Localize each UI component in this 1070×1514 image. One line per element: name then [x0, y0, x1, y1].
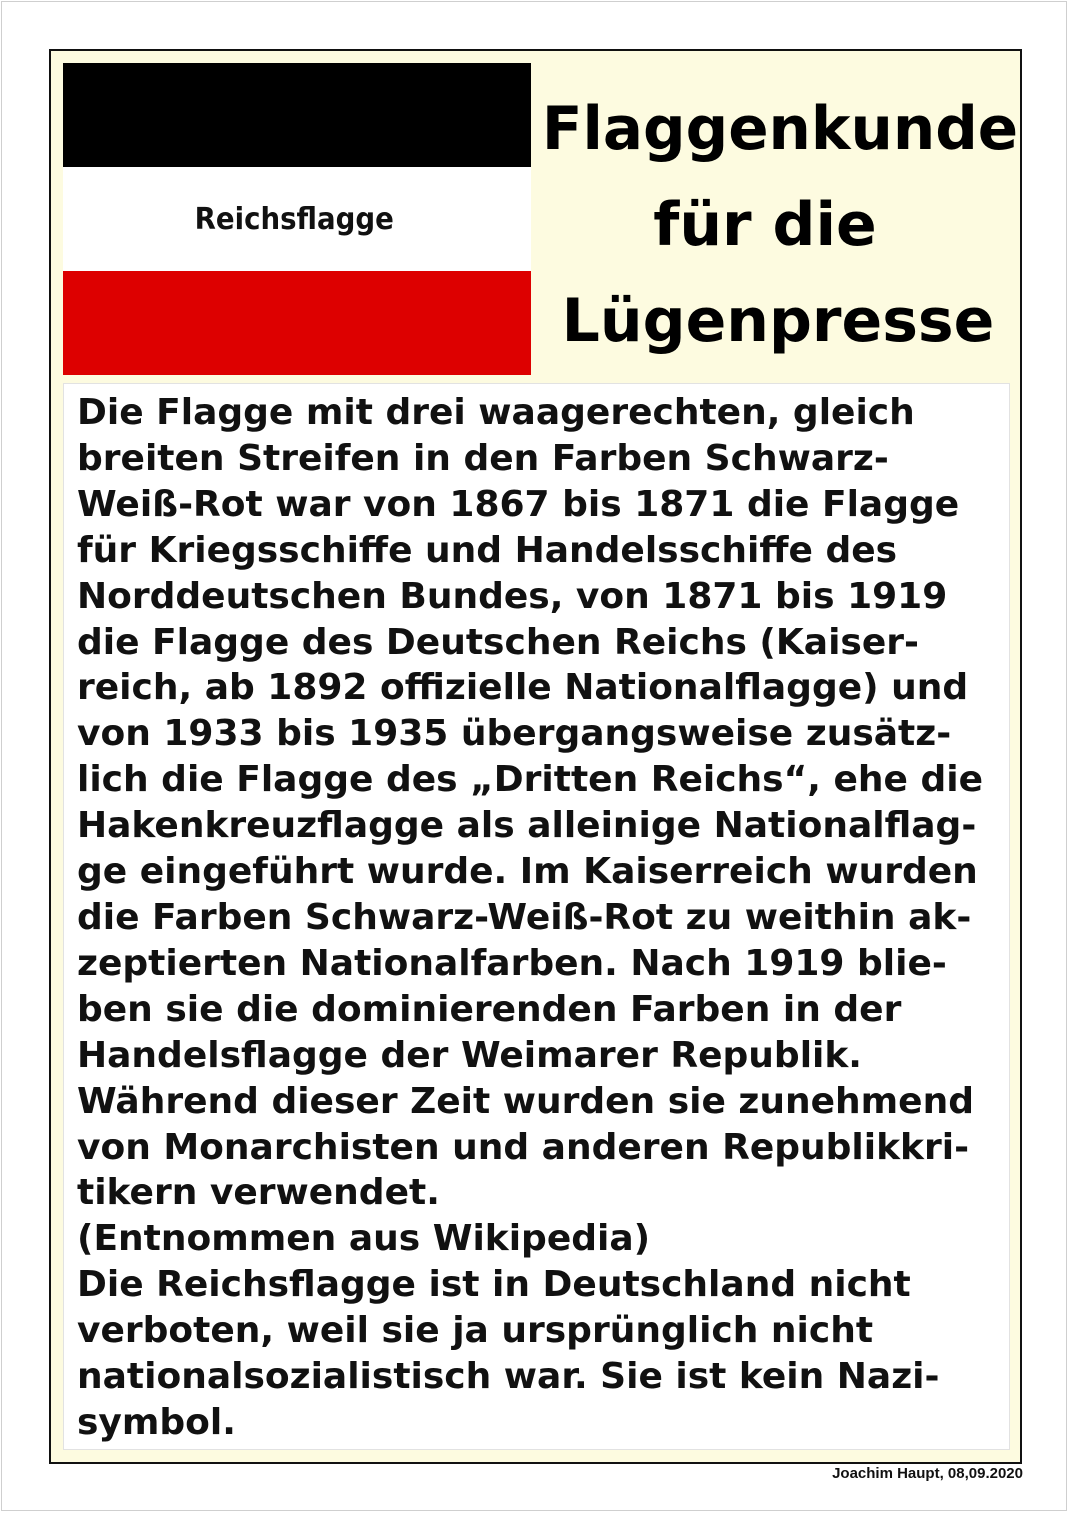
body-line: verboten, weil sie ja ursprünglich nicht — [77, 1310, 874, 1352]
body-text-box — [63, 383, 1010, 1450]
body-line: die Flagge des Deutschen Reichs (Kaiser- — [77, 621, 919, 663]
body-line: breiten Streifen in den Farben Schwarz- — [77, 437, 889, 479]
title-line-2: für die — [653, 190, 877, 260]
body-line: Weiß-Rot war von 1867 bis 1871 die Flagge — [77, 483, 960, 525]
poster-title — [535, 81, 1021, 369]
body-line: Während dieser Zeit wurden sie zunehmend — [77, 1080, 974, 1122]
flag-stripe-white — [63, 167, 531, 271]
body-line: lich die Flagge des „Dritten Reichs“, ehe die — [77, 759, 983, 801]
source-note: (Entnommen aus Wikipedia) — [77, 1218, 651, 1260]
body-line: die Farben Schwarz-Weiß-Rot zu weithin ak- — [77, 896, 972, 938]
poster-card — [49, 49, 1022, 1464]
title-line-3: Lügenpresse — [561, 286, 995, 356]
body-line: nationalsozialistisch war. Sie ist kein Nazi- — [77, 1356, 940, 1398]
flag-stripe-black — [63, 63, 531, 167]
body-line: für Kriegsschiffe und Handelsschiffe des — [77, 529, 898, 571]
body-line: ben sie die dominierenden Farben in der — [77, 988, 902, 1030]
flag-label: Reichsflagge — [194, 201, 394, 237]
body-line: Die Flagge mit drei waagerechten, gleich — [77, 392, 915, 433]
body-line: reich, ab 1892 offizielle Nationalflagge) und — [77, 667, 969, 709]
body-line: Handelsflagge der Weimarer Republik. — [77, 1034, 862, 1076]
body-line: symbol. — [77, 1401, 236, 1443]
title-line-1: Flaggenkunde — [541, 94, 1019, 164]
body-line: ge eingeführt wurde. Im Kaiserreich wurden — [77, 851, 978, 893]
body-line: Norddeutschen Bundes, von 1871 bis 1919 — [77, 575, 948, 617]
reichsflagge-image — [63, 63, 531, 375]
body-line: von 1933 bis 1935 übergangsweise zusätz- — [77, 713, 952, 755]
flag-stripe-red — [63, 271, 531, 375]
author-credit: Joachim Haupt, 08,09.2020 — [832, 1465, 1023, 1482]
body-line: tikern verwendet. — [77, 1172, 440, 1214]
body-line: von Monarchisten und anderen Republikkri- — [77, 1126, 970, 1168]
body-line: zeptierten Nationalfarben. Nach 1919 blie- — [77, 942, 947, 984]
body-line: Hakenkreuzflagge als alleinige Nationalflag- — [77, 805, 977, 847]
body-line: Die Reichsflagge ist in Deutschland nicht — [77, 1264, 911, 1306]
